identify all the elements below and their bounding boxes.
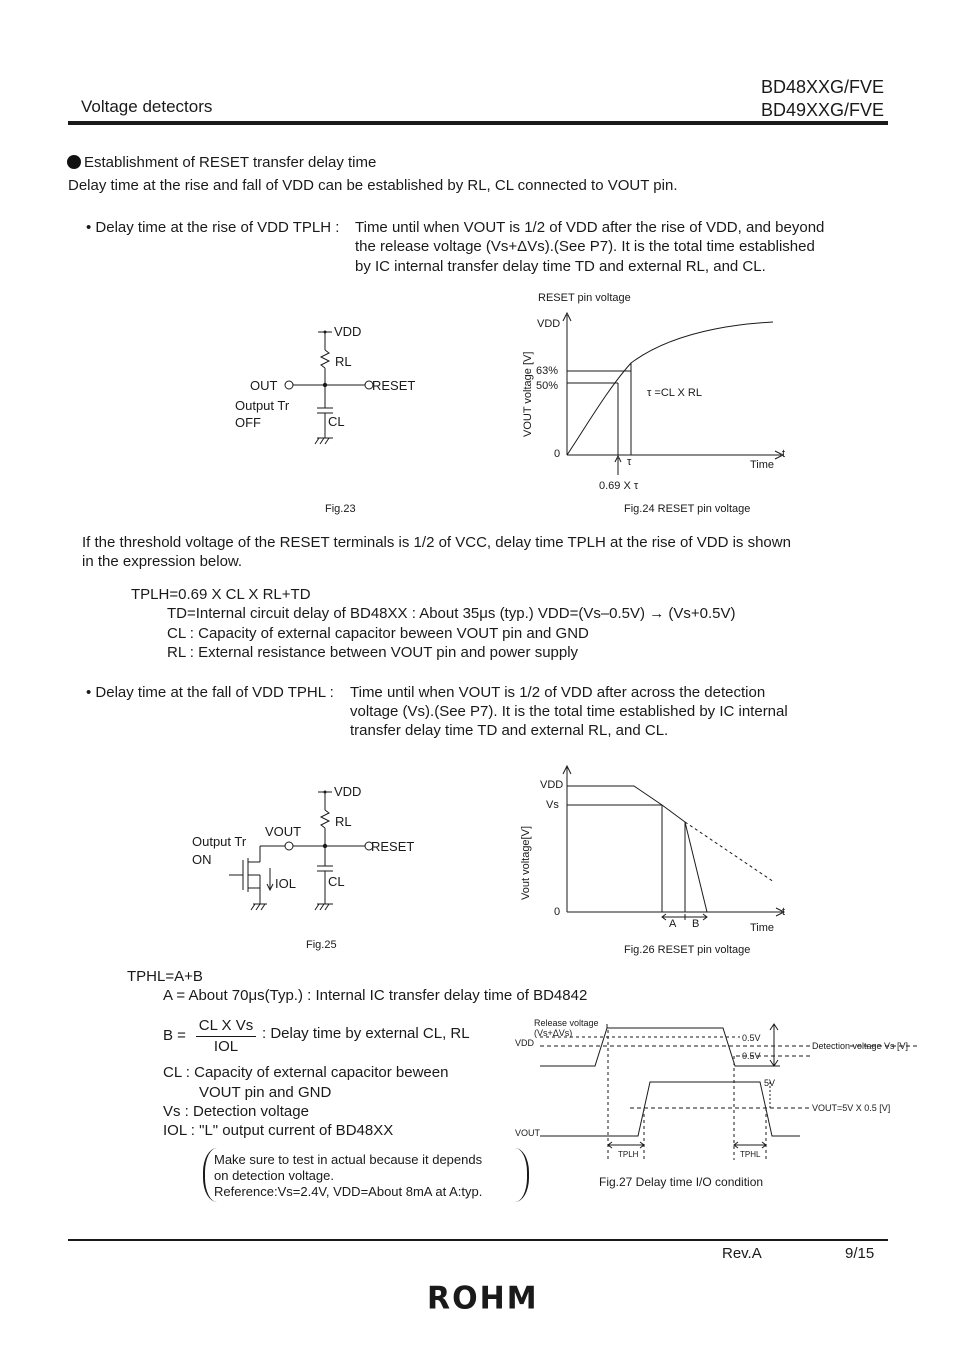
fig25-cl-label: CL [328, 874, 345, 889]
td-definition [167, 604, 736, 623]
fig24-zero-label: 0 [554, 448, 561, 460]
model-line-2: BD49XXG/FVE [760, 100, 884, 120]
fig24-63-label: 63% [536, 365, 559, 377]
fig23-circuit-diagram [225, 320, 435, 520]
rise-line-2: the release voltage (Vs+ΔVs).(See P7). It is the total time established [355, 238, 815, 255]
threshold-line-1: If the threshold voltage of the RESET terminals is 1/2 of VCC, delay time TPLH at the rise of VDD is shown [82, 534, 791, 551]
fig24-caption: Fig.24 RESET pin voltage [624, 503, 751, 515]
fig24-50-label: 50% [536, 380, 559, 392]
fig27-05v-a: 0.5V [742, 1033, 761, 1043]
fall-line-3: transfer delay time TD and external RL, and CL. [350, 722, 669, 739]
fig26-caption: Fig.26 RESET pin voltage [624, 944, 751, 956]
fig25-vout-label: VOUT [265, 824, 302, 839]
fig24-vdd-label: VDD [537, 318, 561, 330]
fig25-rl-label: RL [335, 814, 352, 829]
fig25-circuit-diagram [185, 780, 435, 955]
footer-rule [68, 1239, 888, 1241]
fig27-detect-label: Detection voltage Vs [V] [812, 1041, 909, 1051]
fig23-reset-label: RESET [372, 378, 416, 393]
fig23-tr-label-1: Output Tr [235, 398, 290, 413]
fig25-tr-label-2: ON [192, 852, 212, 867]
b-prefix: B = [163, 1027, 186, 1044]
page-number: 9/15 [845, 1245, 875, 1262]
fig24-069-label: 0.69 X τ [599, 480, 639, 492]
cl-definition-2b: VOUT pin and GND [199, 1084, 332, 1101]
right-arrow-icon: → [649, 605, 665, 622]
tplh-formula: TPLH=0.69 X CL X RL+TD [131, 586, 311, 603]
fig23-tr-label-2: OFF [235, 415, 261, 430]
b-numerator: CL X Vs [196, 1016, 256, 1037]
fig25-caption: Fig.25 [306, 939, 337, 951]
tphl-formula: TPHL=A+B [127, 968, 203, 985]
fig26-ylabel: Vout voltage[V] [520, 826, 532, 900]
fig24-t-label: t [782, 448, 786, 460]
fig24-ylabel: VOUT voltage [V] [522, 351, 534, 437]
fig25-reset-label: RESET [371, 839, 415, 854]
fig26-b-label: B [692, 918, 700, 930]
vs-definition: Vs : Detection voltage [163, 1103, 309, 1120]
threshold-line-2: in the expression below. [82, 553, 243, 570]
td-definition-end: (Vs+0.5V) [668, 605, 736, 622]
test-note [214, 1152, 482, 1200]
header-rule [68, 121, 888, 125]
test-note-line-3: Reference:Vs=2.4V, VDD=About 8mA at A:typ. [214, 1184, 483, 1199]
fig26-zero-label: 0 [554, 906, 561, 918]
fig26-t-label: t [782, 906, 786, 918]
cl-definition: CL : Capacity of external capacitor beween VOUT pin and GND [167, 625, 589, 642]
a-definition [163, 986, 587, 1005]
test-note-line-1: Make sure to test in actual because it depends [214, 1152, 483, 1167]
rl-definition: RL : External resistance between VOUT pin and power supply [167, 644, 579, 661]
rise-line-1: Time until when VOUT is 1/2 of VDD after the rise of VDD, and beyond [355, 219, 825, 236]
fig23-out-label: OUT [250, 378, 278, 393]
fig24-time-label: Time [750, 459, 775, 471]
fig23-caption: Fig.23 [325, 503, 356, 515]
b-fraction [196, 1016, 256, 1056]
rohm-logo: ROHM [427, 1280, 539, 1317]
model-line-1: BD48XXG/FVE [760, 77, 884, 97]
fig27-timing-chart [510, 1010, 935, 1195]
td-definition-text: TD=Internal circuit delay of BD48XX : About 35μs (typ.) VDD=(Vs–0.5V) [167, 605, 646, 622]
iol-definition: IOL : "L" output current of BD48XX [163, 1122, 394, 1139]
fig27-tphl-label: TPHL [740, 1150, 761, 1159]
fig26-time-label: Time [750, 922, 775, 934]
fig25-vdd-label: VDD [334, 784, 362, 799]
intro-text: Delay time at the rise and fall of VDD can be established by RL, CL connected to VOUT pin. [68, 177, 678, 194]
fig24-title: RESET pin voltage [538, 292, 631, 304]
fall-line-2: voltage (Vs).(See P7). It is the total time established by IC internal [350, 703, 788, 720]
fig27-vdd-label: VDD [515, 1038, 535, 1048]
rise-lead: • Delay time at the rise of VDD TPLH : [86, 219, 340, 236]
fall-line-1: Time until when VOUT is 1/2 of VDD after across the detection [350, 684, 766, 701]
fig27-tplh-label: TPLH [618, 1150, 639, 1159]
fig26-vdd-label: VDD [540, 779, 564, 791]
fig27-vout-label: VOUT [515, 1128, 541, 1138]
cl-definition-2: CL : Capacity of external capacitor beween [163, 1064, 449, 1081]
section-title: Voltage detectors [81, 97, 213, 116]
fig27-release-label: Release voltage [534, 1018, 599, 1028]
revision: Rev.A [722, 1245, 762, 1262]
fig24-tau-equation: τ =CL X RL [647, 387, 702, 399]
rise-line-3: by IC internal transfer delay time TD and external RL, and CL. [355, 258, 766, 275]
model-name [761, 76, 884, 122]
fig23-rl-label: RL [335, 354, 352, 369]
fig27-vout-eq: VOUT=5V X 0.5 [V] [812, 1103, 891, 1113]
test-note-line-2: on detection voltage. [214, 1168, 334, 1183]
fig27-5v-label: 5V [764, 1078, 776, 1088]
section-heading: Establishment of RESET transfer delay time [84, 154, 377, 171]
fig26-vs-label: Vs [546, 799, 559, 811]
fig23-cl-label: CL [328, 414, 345, 429]
a-definition-desc: Internal IC transfer delay time of BD4842 [315, 987, 588, 1004]
fig24-tau-label: τ [627, 456, 632, 468]
b-description: : Delay time by external CL, RL [262, 1025, 470, 1042]
fig25-tr-label-1: Output Tr [192, 834, 247, 849]
fig27-release-sub: (Vs+ΔVs) [534, 1028, 573, 1038]
fig24-chart [505, 285, 805, 520]
bullet-icon [67, 155, 81, 169]
fig27-05v-b: 0.5V [742, 1051, 761, 1061]
fig26-chart [510, 760, 805, 965]
fig26-a-label: A [669, 918, 677, 930]
a-definition-value: A = About 70μs(Typ.) : [163, 987, 316, 1004]
fig23-vdd-label: VDD [334, 324, 362, 339]
fig27-caption: Fig.27 Delay time I/O condition [599, 1175, 764, 1189]
fall-lead: • Delay time at the fall of VDD TPHL : [86, 684, 334, 701]
fig25-iol-label: IOL [275, 876, 296, 891]
b-denominator: IOL [213, 1038, 239, 1055]
